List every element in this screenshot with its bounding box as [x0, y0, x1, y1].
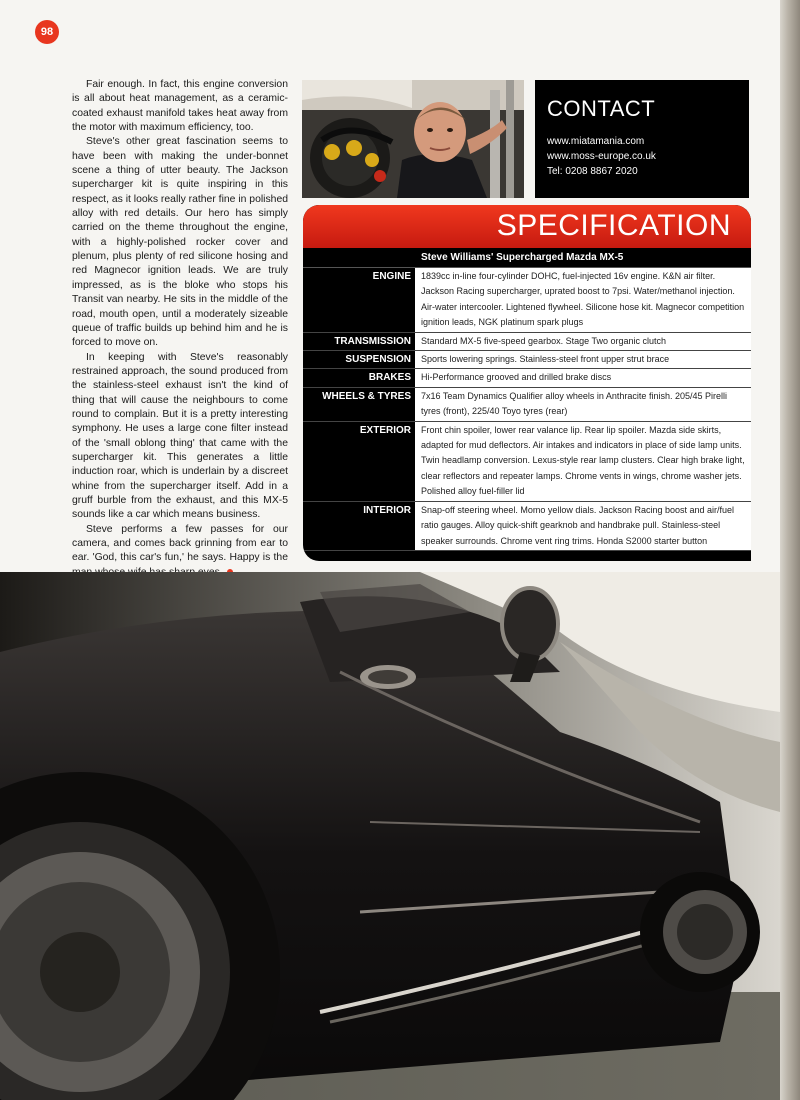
contact-phone: Tel: 0208 8867 2020	[547, 166, 638, 177]
spec-title: SPECIFICATION	[496, 209, 731, 242]
contact-title: CONTACT	[547, 96, 656, 121]
spec-row	[303, 388, 751, 422]
paragraph: Steve's other great fascination seems to have been with making the under-bonnet scene a thing of utter beauty. The Jackson supercharger kit is quite inspiring in this respect, as it looks really rather fine in polished alloy with red details. Our hero has simply carried on the theme throughout the engine, with a highly-polished rocker cover and plenum, plus plenty of red silicone hosing and red Magnecor ignition leads. We are truly impressed, as is the bloke who stops his Transit van nearby. He sits in the middle of the road, mouth open, until a moderately sizeable queue of traffic builds up behind him and he is forced to move on.	[72, 136, 289, 349]
specification-box	[303, 205, 751, 561]
spec-label: INTERIOR	[363, 504, 411, 516]
spec-value: 1839cc in-line four-cylinder DOHC, fuel-injected 16v engine. K&N air filter. Jackson Racing supercharger, uprated boost to 7psi. Water/methanol injection. Air-water intercooler. Lightened flywheel. Silicone hose kit. Magnecor competition ignition leads, NGK platinum spark plugs	[415, 268, 751, 332]
spec-row	[303, 502, 751, 551]
running-head	[72, 25, 372, 35]
paragraph-text: Steve performs a few passes for our camera, and comes back grinning from ear to ear. 'God, this car's fun,' he says. Happy is the	[72, 523, 288, 564]
paragraph: In keeping with Steve's reasonably restrained approach, the sound produced from the stainless-steel exhaust isn't the kind of thing that will cause the neighbours to come round to complain. But it is a pretty interesting symphony. He uses a large cone filter instead of the 'small oblong thing' that came with the supercharger kit. This generates a little induction roar, which is underlain by a discreet whine from the supercharger itself. Add in a gruff burble from the exhaust, and this MX-5 sounds like a car which means business.	[72, 351, 288, 521]
spec-value: Standard MX-5 five-speed gearbox. Stage Two organic clutch	[415, 333, 751, 350]
spec-row	[303, 351, 751, 369]
spec-row	[303, 333, 751, 351]
car-side-photo	[0, 572, 780, 1100]
page-number: 98	[35, 20, 59, 44]
contact-website-1[interactable]: www.miatamania.com	[547, 136, 645, 147]
spec-value: 7x16 Team Dynamics Qualifier alloy wheels in Anthracite finish. 205/45 Pirelli tyres (front), 225/40 Toyo tyres (rear)	[415, 388, 751, 421]
spec-row	[303, 422, 751, 502]
contact-website-2[interactable]: www.moss-europe.co.uk	[547, 151, 656, 162]
spec-value: Sports lowering springs. Stainless-steel front upper strut brace	[415, 351, 751, 368]
spec-row	[303, 369, 751, 387]
spec-car-name: Steve Williams' Supercharged Mazda MX-5	[303, 248, 751, 268]
spec-label: ENGINE	[372, 271, 411, 282]
page-fold-edge	[780, 0, 800, 1100]
car-illustration	[0, 572, 780, 1100]
portrait-photo	[302, 80, 524, 198]
spec-label: EXTERIOR	[359, 424, 411, 436]
spec-header	[303, 205, 751, 248]
contact-box	[535, 80, 749, 198]
paragraph: Fair enough. In fact, this engine conversion is all about heat management, as a ceramic-coated exhaust manifold takes heat away from the motor with maximum efficiency, too.	[72, 79, 288, 134]
portrait-illustration	[302, 80, 524, 198]
article-body	[72, 78, 288, 580]
spec-label: BRAKES	[368, 372, 411, 384]
spec-label: TRANSMISSION	[334, 335, 411, 347]
spec-label: SUSPENSION	[345, 354, 411, 366]
spec-value: Front chin spoiler, lower rear valance lip. Rear lip spoiler. Mazda side skirts, adapted for mud deflectors. Air intakes and indicators in place of side lamp units. Twin headlamp conversion. Lexus-style rear lamp clusters. Clear high brake light, clear reflectors and repeater lamps. Chrome vents in wings, chrome washer jets. Polished alloy fuel-filler lid	[415, 422, 751, 501]
spec-value: Snap-off steering wheel. Momo yellow dials. Jackson Racing boost and air/fuel ratio gauges. Alloy quick-shift gearknob and handbrake pull. Stainless-steel speaker surrounds. Chrome vent ring trims. Honda S2000 starter button	[415, 502, 751, 550]
spec-row	[303, 268, 751, 333]
spec-value: Hi-Performance grooved and drilled brake discs	[415, 369, 751, 386]
spec-label: WHEELS & TYRES	[322, 390, 411, 402]
